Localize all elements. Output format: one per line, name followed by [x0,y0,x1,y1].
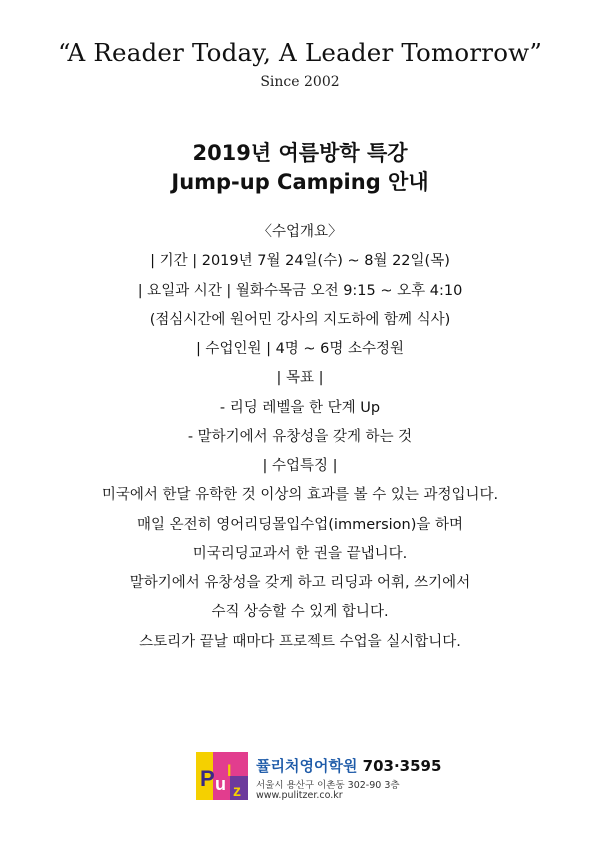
goal-item: - 리딩 레벨을 한 단계 Up [219,399,381,416]
academy-name: 퓰리처영어학원 [256,757,358,775]
svg-text:l: l [227,763,232,780]
section-heading-overview: 〈수업개요〉 [257,224,343,240]
title-line-2: Jump-up Camping 안내 [171,170,429,194]
academy-address: 서울시 용산구 이촌동 302-90 3층 [256,780,400,791]
content-lines [0,218,600,657]
features-text: 매일 온전히 영어리딩몰입수업(immersion)을 하며 [136,516,464,533]
features-text: 수직 상승할 수 있게 합니다. [211,604,389,621]
features-text: 스토리가 끝날 때마다 프로젝트 수업을 실시합니다. [139,633,461,650]
goal-heading: | 목표 | [276,370,324,387]
goal-item: - 말하기에서 유창성을 갖게 하는 것 [187,428,413,445]
svg-text:u: u [215,774,226,794]
svg-text:P: P [200,766,215,791]
academy-name-line [256,755,441,776]
pulitzer-logo-icon [196,752,248,800]
academy-website: www.pulitzer.co.kr [256,790,343,801]
features-text: 말하기에서 유창성을 갖게 하고 리딩과 어휘, 쓰기에서 [129,575,471,591]
features-heading: | 수업특징 | [262,458,338,474]
academy-footer [196,752,476,802]
schedule-line: | 요일과 시간 | 월화수목금 오전 9:15 ~ 오후 4:10 [137,282,463,299]
academy-phone: 703·3595 [362,757,442,775]
title-line-1: 2019년 여름방학 특강 [192,141,408,165]
lunch-note: (점심시간에 원어민 강사의 지도하에 함께 식사) [149,311,451,328]
slogan: “A Reader Today, A Leader Tomorrow” [57,38,543,67]
features-text: 미국리딩교과서 한 권을 끝냅니다. [192,545,408,562]
svg-text:z: z [233,783,241,800]
class-size-line: | 수업인원 | 4명 ~ 6명 소수정원 [195,341,405,357]
since-year: Since 2002 [260,74,340,90]
period-line: | 기간 | 2019년 7월 24일(수) ~ 8월 22일(목) [150,253,450,270]
features-text: 미국에서 한달 유학한 것 이상의 효과를 볼 수 있는 과정입니다. [101,487,499,504]
